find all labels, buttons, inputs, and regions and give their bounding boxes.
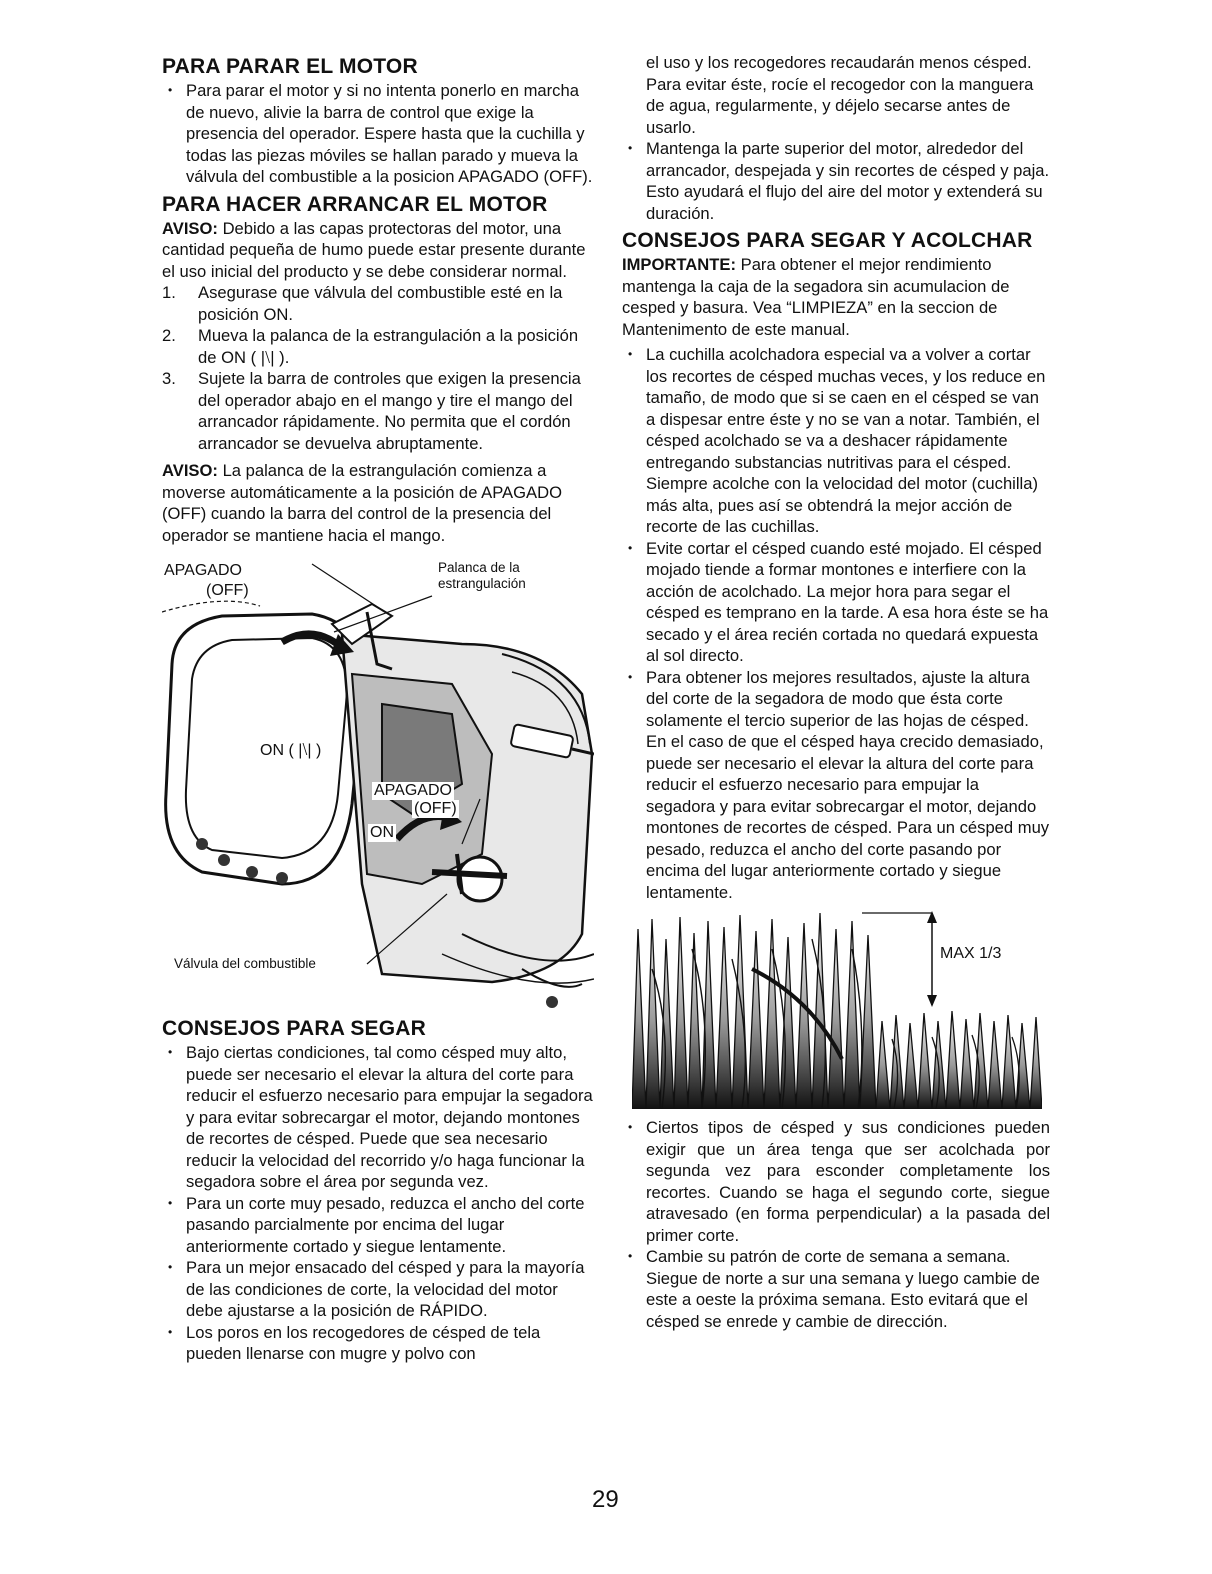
step-number: 3. <box>162 369 176 388</box>
start-step <box>162 325 594 368</box>
left-column <box>162 52 594 1365</box>
aviso-choke-text: La palanca de la estrangulación comienza a moverse automáticamente a la posición de APAGADO (OFF) cuando la barra del control de la presencia del operador se mantiene hacia el mango. <box>162 461 562 545</box>
step-text: Mueva la palanca de la estrangulación a la posición de ON ( |⧵| ). <box>198 326 579 367</box>
mulching-tip: • Ciertos tipos de césped y sus condiciones pueden exigir que un área tenga que ser acolchada por segunda vez para esconder completamente los recortes. Cuando se haga el segundo corte, siegue atravesado (en forma perpendicular) a la pasada del primer corte. <box>622 1117 1050 1246</box>
mowing-tip: • Los poros en los recogedores de césped de tela pueden llenarse con mugre y polvo con <box>162 1322 594 1365</box>
max-third-label: MAX 1/3 <box>940 945 1002 962</box>
mulching-tips-list-2 <box>622 1117 1050 1332</box>
heading-mulching-tips: CONSEJOS PARA SEGAR Y ACOLCHAR <box>622 229 1033 252</box>
heading-mowing-tips: CONSEJOS PARA SEGAR <box>162 1017 427 1040</box>
step-number: 2. <box>162 326 176 345</box>
figure-label-on-mid: ON <box>370 824 394 841</box>
figure-label-apagado: APAGADO <box>164 562 242 579</box>
grass-height-figure <box>632 909 1042 1109</box>
motor-care-bullet: • Mantenga la parte superior del motor, alrededor del arrancador, despejada y sin recortes de césped y paja. Esto ayudará el flujo del aire del motor y extenderá su duración. <box>622 138 1050 224</box>
mulching-tips-list <box>622 344 1050 903</box>
start-step <box>162 368 594 454</box>
figure-label-off-mid: (OFF) <box>414 800 457 817</box>
step-text: Asegurase que válvula del combustible esté en la posición ON. <box>198 283 563 324</box>
stop-engine-bullet: • Para parar el motor y si no intenta ponerlo en marcha de nuevo, alivie la barra de control que exige la presencia del operador. Espere hasta que la cuchilla y todas las piezas móviles se hallan parado y mueva la válvula del combustible a la posicion APAGADO (OFF). <box>162 80 594 188</box>
start-steps <box>162 282 594 454</box>
step-number: 1. <box>162 283 176 302</box>
importante-text: Para obtener el mejor rendimiento mantenga la caja de la segadora sin acumulacion de cesped y basura. Vea “LIMPIEZA” en la seccion de Mantenimento de este manual. <box>622 255 1010 339</box>
mulching-tip: • La cuchilla acolchadora especial va a volver a cortar los recortes de césped muchas veces, y los reduce en tamaño, de modo que si se caen en el césped se van a dispesar entre éste y no se van a notar. También, el césped acolchado se va a deshacer rápidamente entregando substancias nutritivas para el césped. Siempre acolche con la velocidad del motor (cuchilla) más alta, pues así se obtendrá la mejor acción de recorte de las cuchillas. <box>622 344 1050 538</box>
mulching-tip: • Para obtener los mejores resultados, ajuste la altura del corte de la segadora de modo que ésta corte solamente el tercio superior de las hojas de césped. En el caso de que el césped haya crecido demasiado, puede ser necesario el elevar la altura del corte para reducir el esfuerzo necesario para empujar la segadora y para evitar sobrecargar el motor, dejando montones de recortes de césped. Para un césped muy pesado, reduzca el ancho del corte pasando por encima del lugar anteriormente cortado y siegue lentamente. <box>622 667 1050 904</box>
figure-label-on-choke: ON ( |⧵| ) <box>260 742 322 759</box>
stop-engine-list <box>162 80 594 188</box>
right-column <box>622 52 1050 1332</box>
aviso-smoke-text: Debido a las capas protectoras del motor, una cantidad pequeña de humo puede estar presente durante el uso inicial del producto y se debe considerar normal. <box>162 218 586 281</box>
heading-start-engine: PARA HACER ARRANCAR EL MOTOR <box>162 192 548 216</box>
importante-lead: IMPORTANTE: <box>622 255 736 274</box>
heading-stop-engine: PARA PARAR EL MOTOR <box>162 55 418 78</box>
mowing-tips-list <box>162 1042 594 1365</box>
aviso-choke <box>162 460 594 546</box>
aviso-smoke <box>162 218 594 283</box>
mulching-tip: • Cambie su patrón de corte de semana a semana. Siegue de norte a sur una semana y luego cambie de este a oeste la próxima semana. Esto evitará que el césped se enrede y cambie de dirección. <box>622 1246 1050 1332</box>
mulching-tip: • Evite cortar el césped cuando esté mojado. El césped mojado tiende a formar montones e interfiere con la acción de acolchado. La mejor hora para segar el césped es temprano en la tarde. A esa hora éste se ha secado y el área recién cortada no quedará expuesta al sol directo. <box>622 538 1050 667</box>
continued-bullet-text: el uso y los recogedores recaudarán menos césped. Para evitar éste, rocíe el recogedor con la manguera de agua, regularmente, y déjelo secarse antes de usarlo. <box>646 53 1034 137</box>
figure-label-valvula: Válvula del combustible <box>174 956 316 971</box>
figure-label-apagado-mid: APAGADO <box>374 782 452 799</box>
figure-label-off: (OFF) <box>206 582 249 599</box>
figure-label-estrangulacion: estrangulación <box>438 576 526 591</box>
aviso-lead: AVISO: <box>162 461 218 480</box>
start-step <box>162 282 594 325</box>
mowing-tip: • Bajo ciertas condiciones, tal como césped muy alto, puede ser necesario el elevar la altura del corte para reducir el esfuerzo necesario para empujar la segadora y para evitar sobrecargar el motor, dejando montones de recortes de césped. Puede que sea necesario reducir la velocidad del recorrido y/o haga funcionar la segadora sobre el área por segunda vez. <box>162 1042 594 1193</box>
figure-label-palanca: Palanca de la <box>438 560 520 575</box>
mowing-tip: • Para un mejor ensacado del césped y para la mayoría de las condiciones de corte, la velocidad del motor debe ajustarse a la posición de RÁPIDO. <box>162 1257 594 1322</box>
page-number: 29 <box>592 1486 619 1513</box>
mowing-tip: • Para un corte muy pesado, reduzca el ancho del corte pasando parcialmente por encima del lugar anteriormente cortado y siegue lentamente. <box>162 1193 594 1258</box>
motor-care-list <box>622 138 1050 224</box>
aviso-lead: AVISO: <box>162 218 218 238</box>
engine-figure <box>162 554 594 1014</box>
importante-paragraph <box>622 254 1050 340</box>
step-text: Sujete la barra de controles que exigen la presencia del operador abajo en el mango y tire el mango del arrancador rápidamente. No permita que el cordón arrancador se devuelva abruptamente. <box>198 369 581 453</box>
grass-illustration <box>632 909 1042 1109</box>
